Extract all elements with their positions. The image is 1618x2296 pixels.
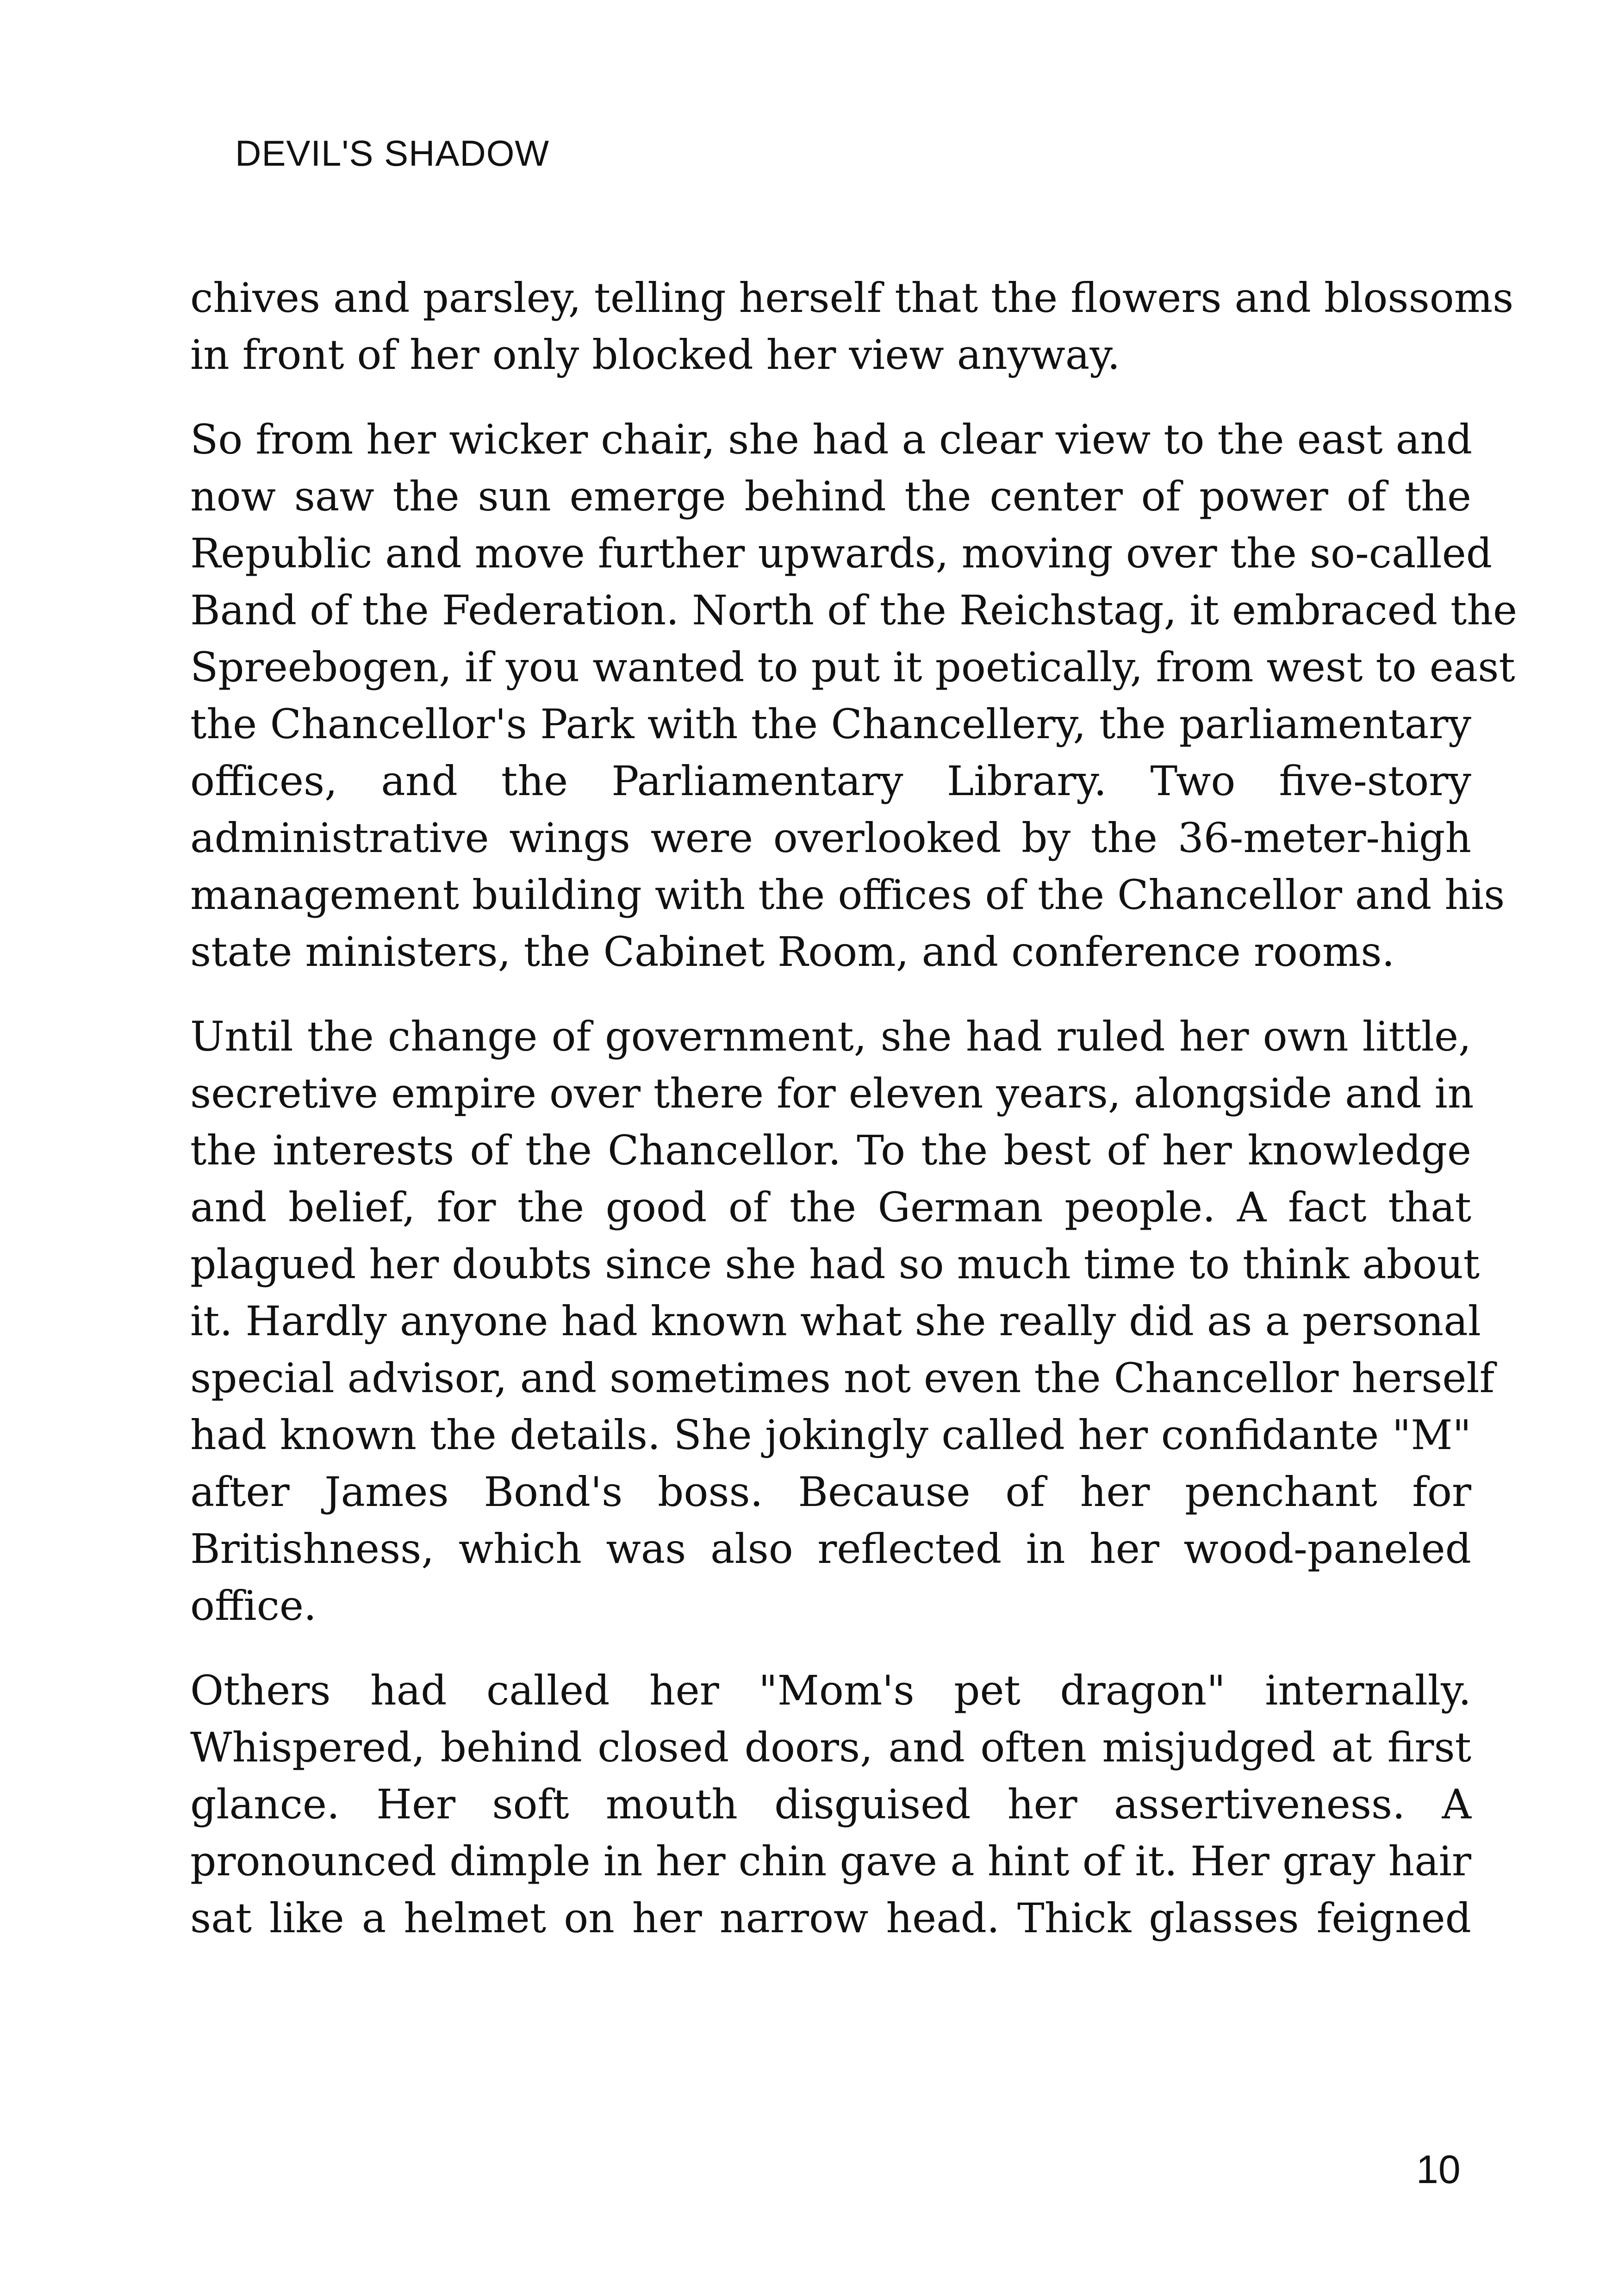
text-line: management building with the offices of the Chancellor and his (190, 871, 1505, 919)
text-line: Spreebogen, if you wanted to put it poetically, from west to east (190, 643, 1515, 691)
text-line: Band of the Federation. North of the Reichstag, it embraced the (190, 586, 1518, 634)
text-line: glance. Her soft mouth disguised her assertiveness. A (190, 1780, 1471, 1828)
text-line: the Chancellor's Park with the Chancellery, the parliamentary (190, 700, 1471, 748)
text-line: and belief, for the good of the German people. A fact that (190, 1183, 1471, 1231)
text-line: Others had called her "Mom's pet dragon" internally. (190, 1667, 1471, 1714)
text-line: after James Bond's boss. Because of her penchant for (190, 1468, 1471, 1516)
paragraph-3 (190, 1008, 1495, 1634)
text-line: Whispered, behind closed doors, and often misjudged at first (190, 1724, 1471, 1771)
text-line: plagued her doubts since she had so much time to think about (190, 1240, 1480, 1288)
text-line: the interests of the Chancellor. To the best of her knowledge (190, 1126, 1471, 1174)
page-number: 10 (1416, 2147, 1461, 2192)
text-line: special advisor, and sometimes not even the Chancellor herself (190, 1354, 1495, 1402)
text-line: in front of her only blocked her view anyway. (190, 331, 1120, 379)
paragraph-1 (190, 269, 1514, 383)
body-text (190, 269, 1518, 1974)
text-line: it. Hardly anyone had known what she really did as a personal (190, 1297, 1481, 1345)
text-line: sat like a helmet on her narrow head. Thick glasses feigned (190, 1894, 1471, 1942)
text-line: chives and parsley, telling herself that the flowers and blossoms (190, 274, 1514, 322)
text-line: office. (190, 1582, 317, 1630)
text-line: Until the change of government, she had ruled her own little, (190, 1013, 1471, 1060)
text-line: Britishness, which was also reflected in her wood-paneled (190, 1525, 1471, 1573)
paragraph-4 (190, 1662, 1471, 1947)
running-header-title: DEVIL'S SHADOW (235, 133, 550, 174)
text-line: now saw the sun emerge behind the center of power of the (190, 473, 1471, 520)
text-line: offices, and the Parliamentary Library. Two five-story (190, 757, 1471, 805)
text-line: had known the details. She jokingly called her confidante "M" (190, 1411, 1471, 1459)
text-line: secretive empire over there for eleven years, alongside and in (190, 1070, 1474, 1117)
paragraph-2 (190, 411, 1518, 980)
text-line: pronounced dimple in her chin gave a hint of it. Her gray hair (190, 1837, 1471, 1885)
text-line: administrative wings were overlooked by the 36-meter-high (190, 814, 1471, 862)
text-line: Republic and move further upwards, moving over the so-called (190, 529, 1493, 577)
text-line: So from her wicker chair, she had a clear view to the east and (190, 416, 1473, 463)
text-line: state ministers, the Cabinet Room, and conference rooms. (190, 928, 1395, 976)
